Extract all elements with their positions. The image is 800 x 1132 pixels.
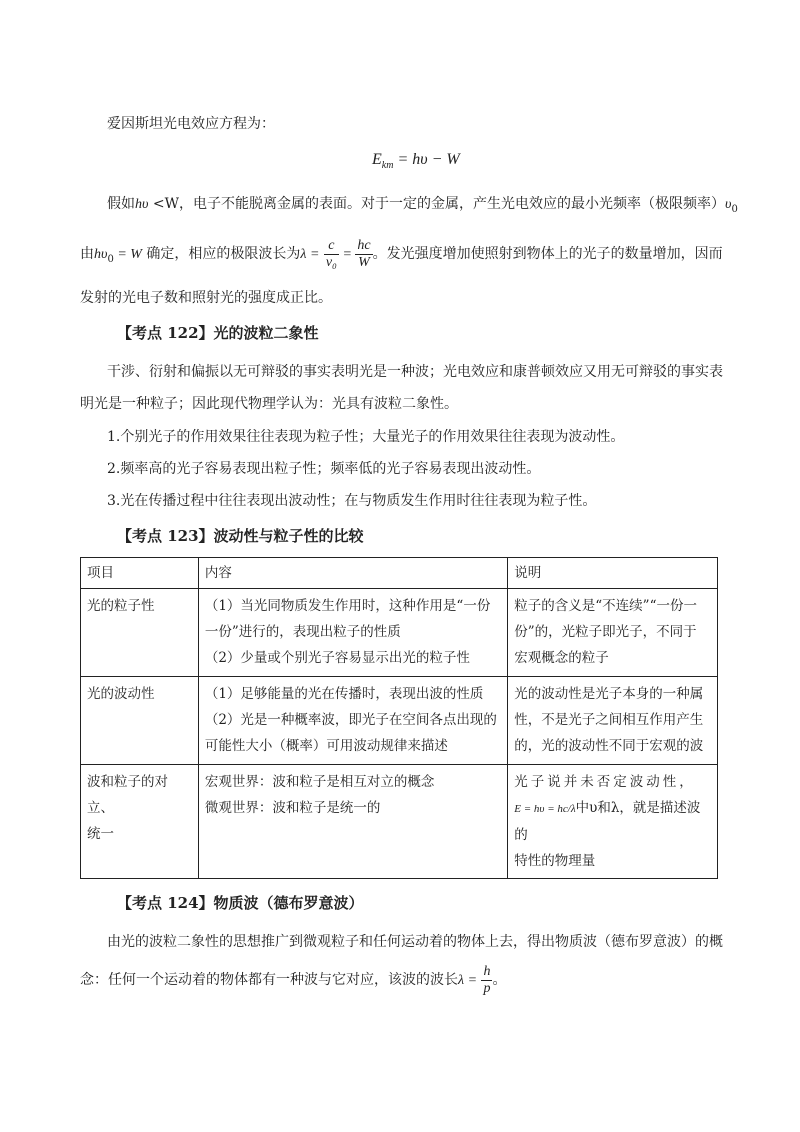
fraction-h-over-p: $\frac{h}{p}$: [483, 963, 491, 996]
table-row: [81, 765, 718, 879]
fraction-c-over-v0: $\frac{c}{\text{v₀}}$: [325, 237, 337, 270]
table-row: [81, 677, 718, 765]
fraction-hc-over-w: $\frac{hc}{W}$: [357, 237, 371, 270]
section-122-item-2: 2.频率高的光子容易表现出粒子性；频率低的光子容易表现出波动性。: [107, 461, 541, 477]
table-cell-item: 光的粒子性: [81, 589, 199, 677]
table-cell-content: （1）当光同物质发生作用时，这种作用是“一份 一份”进行的，表现出粒子的性质 （2）少量或个别光子容易显示出光的粒子性: [198, 589, 507, 677]
section-heading-123: 【考点 123】波动性与粒子性的比较: [117, 527, 364, 545]
table-cell-content: （1）足够能量的光在传播时，表现出波的性质 （2）光是一种概率波，即光子在空间各点出现的 可能性大小（概率）可用波动规律来描述: [198, 677, 507, 765]
energy-formula: E = hυ = hc/λ: [514, 803, 576, 815]
table-cell-note: 粒子的含义是“不连续”“一份一 份”的，光粒子即光子，不同于 宏观概念的粒子: [508, 589, 718, 677]
section-122-para-line2: 明光是一种粒子；因此现代物理学认为：光具有波粒二象性。: [80, 396, 458, 412]
paragraph-wavelength: 由$h\upsilon_0 = W$ 确定，相应的极限波长为λ = $\frac{c}{\text{v₀}}$ = $\frac{hc}{W}$ 。发光强度增加使照射到物体上的光子的数量增加，因而: [80, 237, 723, 270]
table-row: [81, 589, 718, 677]
header-cell: 内容: [198, 558, 507, 589]
table-cell-note: 光的波动性是光子本身的一种属 性，不是光子之间相互作用产生 的，光的波动性不同于宏观的波: [508, 677, 718, 765]
paragraph-threshold: 假如hυ <W，电子不能脱离金属的表面。对于一定的金属，产生光电效应的最小光频率（极限频率）$\upsilon_0$: [107, 196, 738, 215]
table-cell-note: 光子说并未否定波动性， E = hυ = hc/λ中υ和λ，就是描述波的 特性的物理量: [508, 765, 718, 879]
comparison-table: [80, 557, 718, 879]
intro-line: 爱因斯坦光电效应方程为：: [107, 116, 275, 132]
section-heading-124: 【考点 124】物质波（德布罗意波）: [117, 894, 364, 912]
table-cell-content: 宏观世界：波和粒子是相互对立的概念 微观世界：波和粒子是统一的: [198, 765, 507, 879]
photoelectric-equation: $E_{km} = h\upsilon - W$: [372, 151, 460, 172]
section-122-item-3: 3.光在传播过程中往往表现出波动性；在与物质发生作用时往往表现为粒子性。: [107, 493, 597, 509]
section-122-para-line1: 干涉、衍射和偏振以无可辩驳的事实表明光是一种波；光电效应和康普顿效应又用无可辩驳的事实表: [107, 364, 723, 380]
section-heading-122: 【考点 122】光的波粒二象性: [117, 324, 319, 342]
header-cell: 说明: [508, 558, 718, 589]
section-124-para-line2: 念：任何一个运动着的物体都有一种波与它对应，该波的波长λ = $\frac{h}{p}$ 。: [80, 963, 507, 996]
table-header-row: [81, 558, 718, 589]
section-122-item-1: 1.个别光子的作用效果往往表现为粒子性；大量光子的作用效果往往表现为波动性。: [107, 429, 625, 445]
table-cell-item: 波和粒子的对立、 统一: [81, 765, 199, 879]
section-124-para-line1: 由光的波粒二象性的思想推广到微观粒子和任何运动着的物体上去，得出物质波（德布罗意波）的概: [107, 934, 723, 950]
table-cell-item: 光的波动性: [81, 677, 199, 765]
paragraph-proportional: 发射的光电子数和照射光的强度成正比。: [80, 290, 332, 306]
header-cell: 项目: [81, 558, 199, 589]
